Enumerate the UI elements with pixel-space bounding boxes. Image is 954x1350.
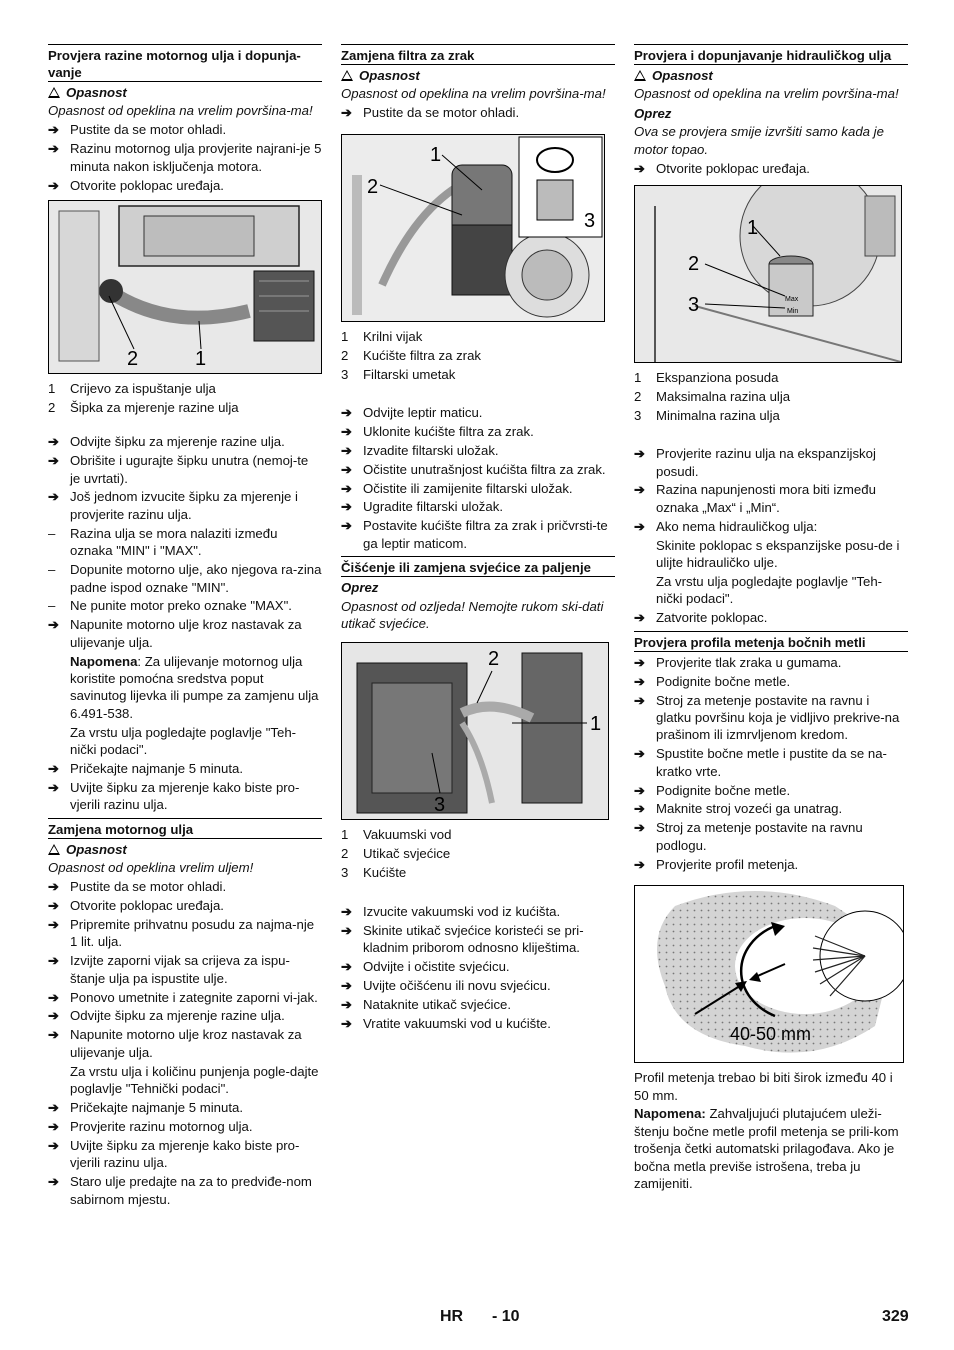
step: ➔ Razinu motornog ulja provjerite najrani-je 5 minuta nakon isključenja motora. bbox=[48, 141, 322, 174]
callout-1: 1 bbox=[195, 347, 207, 370]
step: ➔ Odvijte šipku za mjerenje razine ulja. bbox=[48, 1008, 285, 1024]
legend-item: 1 Krilni vijak bbox=[341, 328, 423, 344]
warning-triangle-icon bbox=[48, 87, 60, 98]
step: ➔ Uvijte šipku za mjerenje kako biste pro-vjerili razinu ulja. bbox=[48, 1137, 300, 1171]
step: ➔ Provjerite razinu motornog ulja. bbox=[48, 1118, 253, 1134]
step: ➔ Uvijte šipku za mjerenje kako biste pro-vjerili razinu ulja. bbox=[48, 779, 300, 813]
max-mark: Max bbox=[785, 295, 799, 303]
min-mark: Min bbox=[787, 307, 799, 315]
callout-1: 1 bbox=[430, 143, 442, 166]
step: ➔ Očistite unutrašnjost kućišta filtra za zrak. bbox=[341, 461, 606, 477]
step: ➔ Zatvorite poklopac. bbox=[634, 610, 768, 626]
danger-heading: Opasnost bbox=[48, 84, 322, 101]
step: ➔ Provjerite profil metenja. bbox=[634, 856, 799, 872]
callout-2: 2 bbox=[688, 252, 700, 275]
step: ➔ Nataknite utikač svjećice. bbox=[341, 996, 512, 1012]
step: ➔ Ugradite filtarski uložak. bbox=[341, 499, 503, 515]
arrow-icon: ➔ bbox=[48, 122, 60, 138]
bullet: – Dopunite motorno ulje, ako njegova ra-zina padne ispod oznake "MIN". bbox=[48, 562, 322, 595]
column-2 bbox=[341, 44, 615, 1033]
step: ➔ Očistite ili zamijenite filtarski uložak. bbox=[341, 480, 573, 496]
note: Napomena: Zahvaljujući plutajućem uleži-štenju bočne metle profil metenja se prili-kom trošenja četki automatski prilagođava. Ako je bočna metla previše istrošena, treba ju zamijeniti. bbox=[634, 1106, 899, 1192]
step: ➔ Uvijte očišćenu ili novu svjećicu. bbox=[341, 977, 551, 993]
step: ➔ Otvorite poklopac uređaja. bbox=[634, 160, 810, 176]
figure-spark-plug bbox=[341, 642, 609, 820]
note-text: Za vrstu ulja i količinu punjenja pogle-dajte poglavlje "Tehnički podaci". bbox=[70, 1063, 319, 1097]
danger-text: Opasnost od opeklina na vrelim površina-ma! bbox=[48, 103, 313, 119]
note: Napomena: Za ulijevanje motornog ulja koristite pomoćna sredstva poput savinutog lijevka ili pumpe za zamjenu ulja 6.491-538. bbox=[70, 653, 319, 721]
step: ➔ Maknite stroj vozeći ga unatrag. bbox=[634, 801, 843, 817]
step: ➔ Postavite kućište filtra za zrak i pričvrsti-te ga leptir maticom. bbox=[341, 518, 608, 551]
section-title-engine-oil-check: Provjera razine motornog ulja i dopunja-vanje bbox=[48, 44, 322, 82]
step: ➔ Pričekajte najmanje 5 minuta. bbox=[48, 761, 243, 777]
step: ➔ Otvorite poklopac uređaja. bbox=[48, 177, 224, 193]
warning-triangle-icon bbox=[634, 70, 646, 81]
figure-air-filter bbox=[341, 134, 605, 322]
section-title-air-filter: Zamjena filtra za zrak bbox=[341, 44, 615, 65]
step: ➔ Izvijte zaporni vijak sa crijeva za ispu-štanje ulja pa ispustite ulje. bbox=[48, 953, 290, 986]
footer-page-number: 329 bbox=[882, 1308, 909, 1325]
danger-text: Opasnost od opeklina na vrelim površina-ma! bbox=[341, 86, 606, 102]
step: ➔ Provjerite tlak zraka u gumama. bbox=[634, 654, 842, 670]
legend-item: 2 Maksimalna razina ulja bbox=[634, 388, 791, 404]
step: ➔ Podignite bočne metle. bbox=[634, 673, 791, 689]
callout-2: 2 bbox=[127, 347, 139, 370]
legend-item: 3 Filtarski umetak bbox=[341, 366, 456, 382]
legend-item: 1 Crijevo za ispuštanje ulja bbox=[48, 380, 216, 396]
step: ➔ Razina napunjenosti mora biti između oznaka „Max“ i „Min“. bbox=[634, 482, 876, 515]
step: ➔ Otvorite poklopac uređaja. bbox=[48, 898, 224, 913]
legend-item: 3 Minimalna razina ulja bbox=[634, 407, 780, 423]
danger-heading: Opasnost bbox=[48, 841, 322, 858]
arrow-icon: ➔ bbox=[48, 177, 60, 193]
warning-triangle-icon bbox=[48, 844, 60, 855]
legend-item: 1 Ekspanziona posuda bbox=[634, 369, 779, 385]
step: ➔ Izvadite filtarski uložak. bbox=[341, 442, 499, 458]
figure-engine-oil bbox=[48, 200, 322, 374]
step: ➔ Spustite bočne metle i pustite da se na-kratko vrte. bbox=[634, 746, 887, 779]
footer-lang: HR bbox=[440, 1308, 464, 1325]
legend-item: 2 Utikač svjećice bbox=[341, 846, 451, 862]
column-1 bbox=[48, 44, 322, 1209]
bullet: – Razina ulja se mora nalaziti između oznaka "MIN" i "MAX". bbox=[48, 525, 278, 559]
warning-triangle-icon bbox=[341, 70, 353, 81]
step: ➔ Podignite bočne metle. bbox=[634, 782, 791, 798]
step-detail: Za vrstu ulja pogledajte poglavlje "Teh-nički podaci". bbox=[656, 574, 883, 607]
paragraph: Profil metenja trebao bi biti širok između 40 i 50 mm. bbox=[634, 1070, 893, 1103]
arrow-icon: ➔ bbox=[48, 141, 60, 157]
step: ➔ Staro ulje predajte na za to predviđe-nom sabirnom mjestu. bbox=[48, 1174, 312, 1207]
legend-item: 1 Vakuumski vod bbox=[341, 827, 452, 843]
step: ➔ Pričekajte najmanje 5 minuta. bbox=[48, 1099, 243, 1115]
legend-item: 3 Kućište bbox=[341, 865, 407, 881]
legend-item: 2 Šipka za mjerenje razine ulja bbox=[48, 399, 239, 415]
legend-item: 2 Kućište filtra za zrak bbox=[341, 347, 481, 363]
step: ➔ Stroj za metenje postavite na ravnu i glatku površinu koja je vidljivo prekrive-na prašinom ili izmrvljenom kredom. bbox=[634, 692, 900, 743]
section-title-hydraulic-oil: Provjera i dopunjavanje hidrauličkog ulja bbox=[634, 44, 908, 65]
step: ➔ Odvijte i očistite svjećicu. bbox=[341, 958, 510, 974]
step: ➔ Vratite vakuumski vod u kućište. bbox=[341, 1015, 551, 1031]
caution-heading: Oprez bbox=[634, 105, 672, 121]
step-detail: Skinite poklopac s ekspanzijske posu-de i ulijte hidrauličko ulje. bbox=[656, 537, 900, 571]
danger-text: Opasnost od opeklina na vrelim površina-ma! bbox=[634, 86, 899, 102]
step: ➔ Stroj za metenje postavite na ravnu podlogu. bbox=[634, 820, 863, 853]
callout-2: 2 bbox=[488, 648, 500, 671]
figure-sweep-pattern bbox=[634, 885, 904, 1063]
step: ➔ Ponovo umetnite i zategnite zaporni vi-jak. bbox=[48, 989, 318, 1005]
step: ➔ Odvijte leptir maticu. bbox=[341, 404, 483, 420]
step: ➔ Ako nema hidrauličkog ulja: bbox=[634, 518, 818, 534]
section-title-sweep-pattern: Provjera profila metenja bočnih metli bbox=[634, 631, 908, 652]
step: ➔ Odvijte šipku za mjerenje razine ulja. bbox=[48, 434, 285, 450]
note-text: Za vrstu ulja pogledajte poglavlje "Teh-nički podaci". bbox=[70, 724, 297, 758]
callout-3: 3 bbox=[584, 209, 596, 232]
callout-2: 2 bbox=[367, 175, 379, 198]
step: ➔ Provjerite razinu ulja na ekspanzijskoj posudi. bbox=[634, 446, 876, 479]
step: ➔ Napunite motorno ulje kroz nastavak za ulijevanje ulja. bbox=[48, 1027, 302, 1060]
section-title-spark-plug: Čišćenje ili zamjena svjećice za paljenje bbox=[341, 556, 615, 577]
step: ➔ Obrišite i ugurajte šipku unutra (nemoj-te je uvrtati). bbox=[48, 453, 309, 486]
step: ➔ Skinite utikač svjećice koristeći se pri-kladnim priborom odnosno kliještima. bbox=[341, 922, 584, 955]
callout-1: 1 bbox=[590, 713, 602, 736]
step: ➔ Pustite da se motor ohladi. bbox=[341, 105, 520, 121]
footer-local-page: - 10 bbox=[492, 1308, 520, 1325]
bullet: – Ne punite motor preko oznake "MAX". bbox=[48, 598, 292, 614]
figure-hydraulic-tank bbox=[634, 185, 902, 363]
callout-1: 1 bbox=[747, 216, 759, 239]
danger-heading: Opasnost bbox=[341, 67, 615, 84]
step: ➔ Uklonite kućište filtra za zrak. bbox=[341, 423, 534, 439]
danger-text: Opasnost od opeklina vrelim uljem! bbox=[48, 860, 254, 876]
danger-heading: Opasnost bbox=[634, 67, 908, 84]
step: ➔ Još jednom izvucite šipku za mjerenje i provjerite razinu ulja. bbox=[48, 489, 298, 522]
column-3 bbox=[634, 44, 908, 1194]
width-label: 40-50 mm bbox=[730, 1024, 812, 1045]
section-title-oil-change: Zamjena motornog ulja bbox=[48, 818, 322, 839]
step: ➔ Pustite da se motor ohladi. bbox=[48, 122, 227, 138]
step: ➔ Pustite da se motor ohladi. bbox=[48, 879, 227, 895]
callout-3: 3 bbox=[688, 293, 700, 316]
caution-text: Opasnost od ozljeda! Nemojte rukom ski-dati utikač svjećice. bbox=[341, 598, 604, 631]
step: ➔ Izvucite vakuumski vod iz kućišta. bbox=[341, 903, 561, 919]
caution-text: Ova se provjera smije izvršiti samo kada je motor topao. bbox=[634, 124, 884, 157]
step: ➔ Pripremite prihvatnu posudu za najma-nje 1 lit. ulja. bbox=[48, 916, 315, 950]
step: ➔ Napunite motorno ulje kroz nastavak za ulijevanje ulja. bbox=[48, 617, 302, 650]
callout-3: 3 bbox=[434, 794, 446, 817]
caution-heading: Oprez bbox=[341, 580, 379, 596]
